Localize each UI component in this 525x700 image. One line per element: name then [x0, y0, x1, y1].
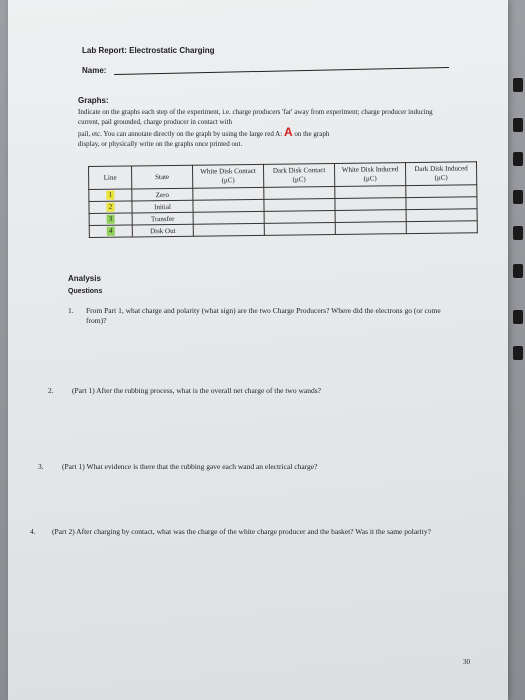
question-number: 1. [68, 306, 74, 315]
col-header-white-contact: White Disk Contact (μC) [192, 164, 263, 188]
binding-tab [513, 226, 523, 240]
value-cell[interactable] [264, 186, 335, 199]
line-cell [89, 201, 132, 214]
value-cell[interactable] [193, 187, 264, 200]
spiral-binding [505, 0, 525, 700]
red-a-annotation-icon: A [283, 125, 293, 139]
line-cell [89, 213, 132, 226]
question-text: From Part 1, what charge and polarity (what sign) are the two Charge Producers? Where did the electrons go (or come from)? [86, 306, 441, 325]
question-number: 3. [38, 462, 44, 471]
question-text: (Part 2) After charging by contact, what was the charge of the white charge producer and the basket? Was it the same polarity? [52, 527, 431, 536]
col-header-dark-contact: Dark Disk Contact (μC) [263, 163, 334, 187]
value-cell[interactable] [193, 199, 264, 212]
binding-tab [513, 310, 523, 324]
graphs-text-2b: on the graph [294, 130, 330, 138]
line-number: 2 [106, 203, 114, 212]
value-cell[interactable] [335, 222, 406, 235]
value-cell[interactable] [406, 209, 477, 222]
name-label: Name: [82, 66, 107, 75]
state-cell: Disk Out [132, 224, 193, 237]
page-number: 30 [463, 658, 470, 666]
state-cell: Zero [132, 188, 193, 201]
value-cell[interactable] [406, 197, 477, 210]
state-cell: Initial [132, 200, 193, 213]
lab-report-page [8, 0, 508, 700]
binding-tab [513, 190, 523, 204]
value-cell[interactable] [335, 198, 406, 211]
binding-tab [513, 78, 523, 92]
question-number: 4. [30, 527, 36, 536]
col-header-dark-induced: Dark Disk Induced (μC) [405, 162, 476, 186]
value-cell[interactable] [193, 211, 264, 224]
line-number: 3 [107, 215, 115, 224]
question-text: (Part 1) After the rubbing process, what is the overall net charge of the two wands? [72, 386, 321, 395]
line-cell [89, 189, 132, 202]
questions-label: Questions [68, 288, 103, 295]
line-cell [89, 225, 132, 238]
data-table [88, 161, 478, 238]
value-cell[interactable] [264, 198, 335, 211]
value-cell[interactable] [264, 222, 335, 235]
graphs-instructions-cont [78, 127, 448, 149]
value-cell[interactable] [264, 210, 335, 223]
question-number: 2. [48, 386, 54, 395]
col-header-line: Line [89, 166, 132, 190]
col-header-white-induced: White Disk Induced (μC) [334, 163, 405, 187]
value-cell[interactable] [406, 185, 477, 198]
binding-tab [513, 346, 523, 360]
col-header-state: State [132, 165, 193, 189]
value-cell[interactable] [335, 210, 406, 223]
graphs-instructions: Indicate on the graphs each step of the experiment, i.e. charge producers 'far' away from experiment; charge producer inducing current, pail grounded, charge producer in contact with [78, 108, 433, 126]
binding-tab [513, 118, 523, 132]
binding-tab [513, 152, 523, 166]
analysis-heading: Analysis [68, 274, 101, 283]
value-cell[interactable] [406, 221, 477, 234]
value-cell[interactable] [335, 186, 406, 199]
graphs-heading: Graphs: [78, 96, 109, 105]
line-number: 1 [106, 191, 114, 200]
line-number: 4 [107, 227, 115, 236]
graphs-text-2a: pail, etc. You can annotate directly on the graph by using the large red A: [78, 130, 283, 138]
binding-tab [513, 264, 523, 278]
graphs-text-3: display, or physically write on the graphs once printed out. [78, 140, 243, 148]
state-cell: Transfer [132, 212, 193, 225]
report-title: Lab Report: Electrostatic Charging [82, 46, 215, 55]
name-field-line[interactable] [114, 59, 449, 75]
value-cell[interactable] [193, 223, 264, 236]
question-text: (Part 1) What evidence is there that the rubbing gave each wand an electrical charge? [62, 462, 318, 471]
